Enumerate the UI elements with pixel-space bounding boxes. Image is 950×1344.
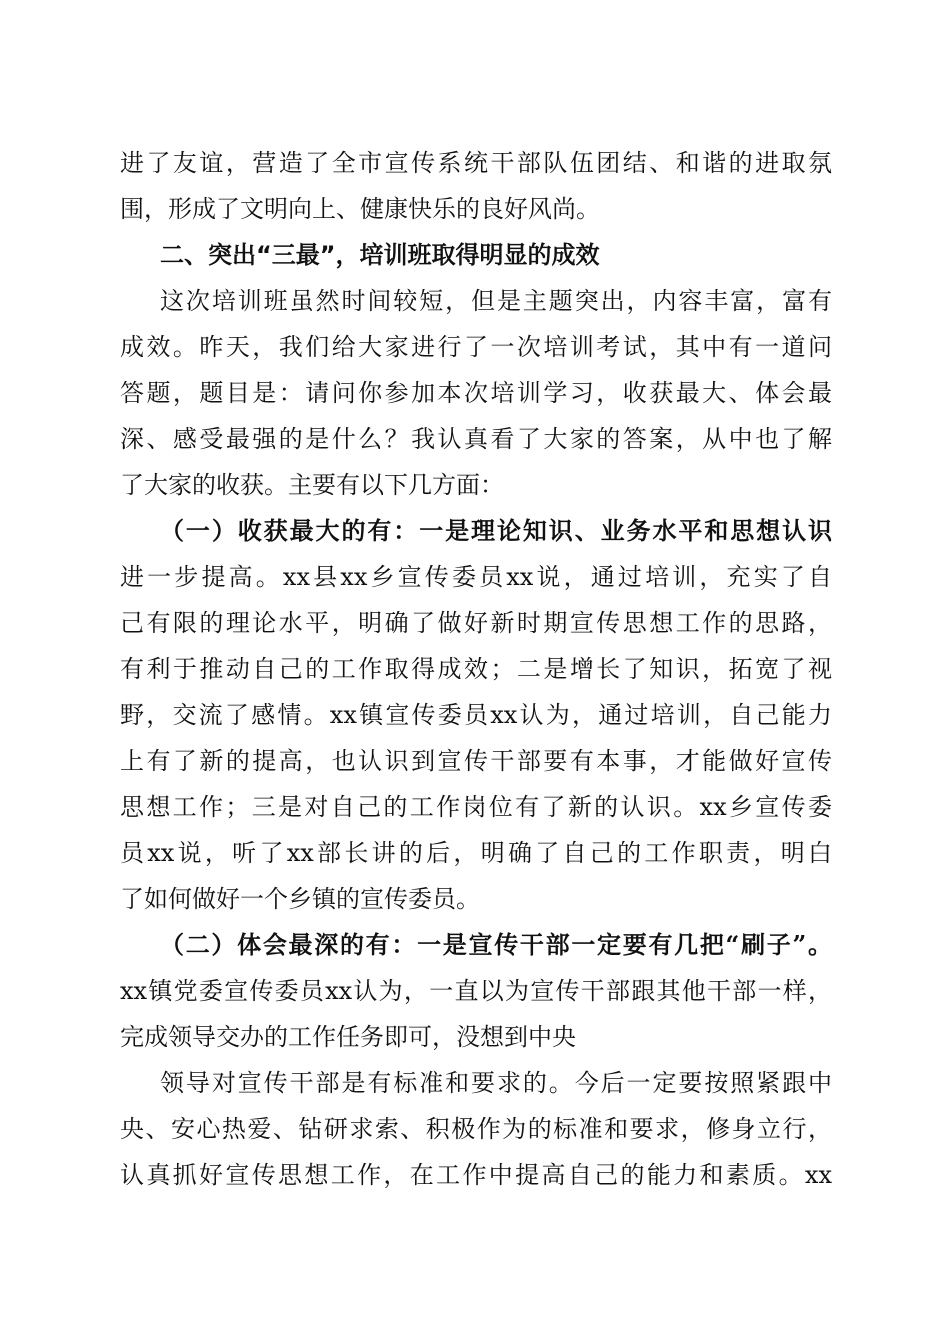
text-line: 上有了新的提高，也认识到宣传干部要有本事，才能做好宣传: [120, 747, 832, 775]
text-line: 围，形成了文明向上、健康快乐的良好风尚。: [120, 195, 600, 223]
text-line: 了如何做好一个乡镇的宣传委员。: [120, 885, 480, 913]
text-line: 进一步提高。xx县xx乡宣传委员xx说，通过培训，充实了自: [120, 563, 832, 591]
text-line: 野，交流了感情。xx镇宣传委员xx认为，通过培训，自己能力: [120, 701, 832, 729]
text-line: 员xx说，听了xx部长讲的后，明确了自己的工作职责，明白: [120, 839, 832, 867]
text-line: 答题，题目是：请问你参加本次培训学习，收获最大、体会最: [120, 379, 832, 407]
text-line: 有利于推动自己的工作取得成效；二是增长了知识，拓宽了视: [120, 655, 832, 683]
text-line: 了大家的收获。主要有以下几方面：: [120, 471, 504, 499]
section-heading: 二、突出“三最”，培训班取得明显的成效: [160, 241, 600, 269]
subsection-lead: （二）体会最深的有：一是宣传干部一定要有几把“刷子”。: [160, 930, 832, 959]
text-line: 完成领导交办的工作任务即可，没想到中央: [120, 1023, 576, 1051]
text-line: 认真抓好宣传思想工作，在工作中提高自己的能力和素质。xx: [120, 1161, 832, 1189]
body-text: [120, 140, 832, 1198]
text-line: 成效。昨天，我们给大家进行了一次培训考试，其中有一道问: [120, 333, 832, 361]
text-line: 思想工作；三是对自己的工作岗位有了新的认识。xx乡宣传委: [120, 793, 832, 821]
text-line: 这次培训班虽然时间较短，但是主题突出，内容丰富，富有: [160, 287, 832, 315]
text-line: 进了友谊，营造了全市宣传系统干部队伍团结、和谐的进取氛: [120, 149, 832, 177]
subsection-lead: （一）收获最大的有：一是理论知识、业务水平和思想认识: [160, 516, 832, 545]
text-line: xx镇党委宣传委员xx认为，一直以为宣传干部跟其他干部一样，: [120, 977, 832, 1005]
text-line: 领导对宣传干部是有标准和要求的。今后一定要按照紧跟中: [160, 1069, 832, 1097]
text-line: 深、感受最强的是什么？我认真看了大家的答案，从中也了解: [120, 425, 832, 453]
text-line: 央、安心热爱、钻研求索、积极作为的标准和要求，修身立行，: [120, 1115, 832, 1143]
text-line: 己有限的理论水平，明确了做好新时期宣传思想工作的思路，: [120, 609, 832, 637]
